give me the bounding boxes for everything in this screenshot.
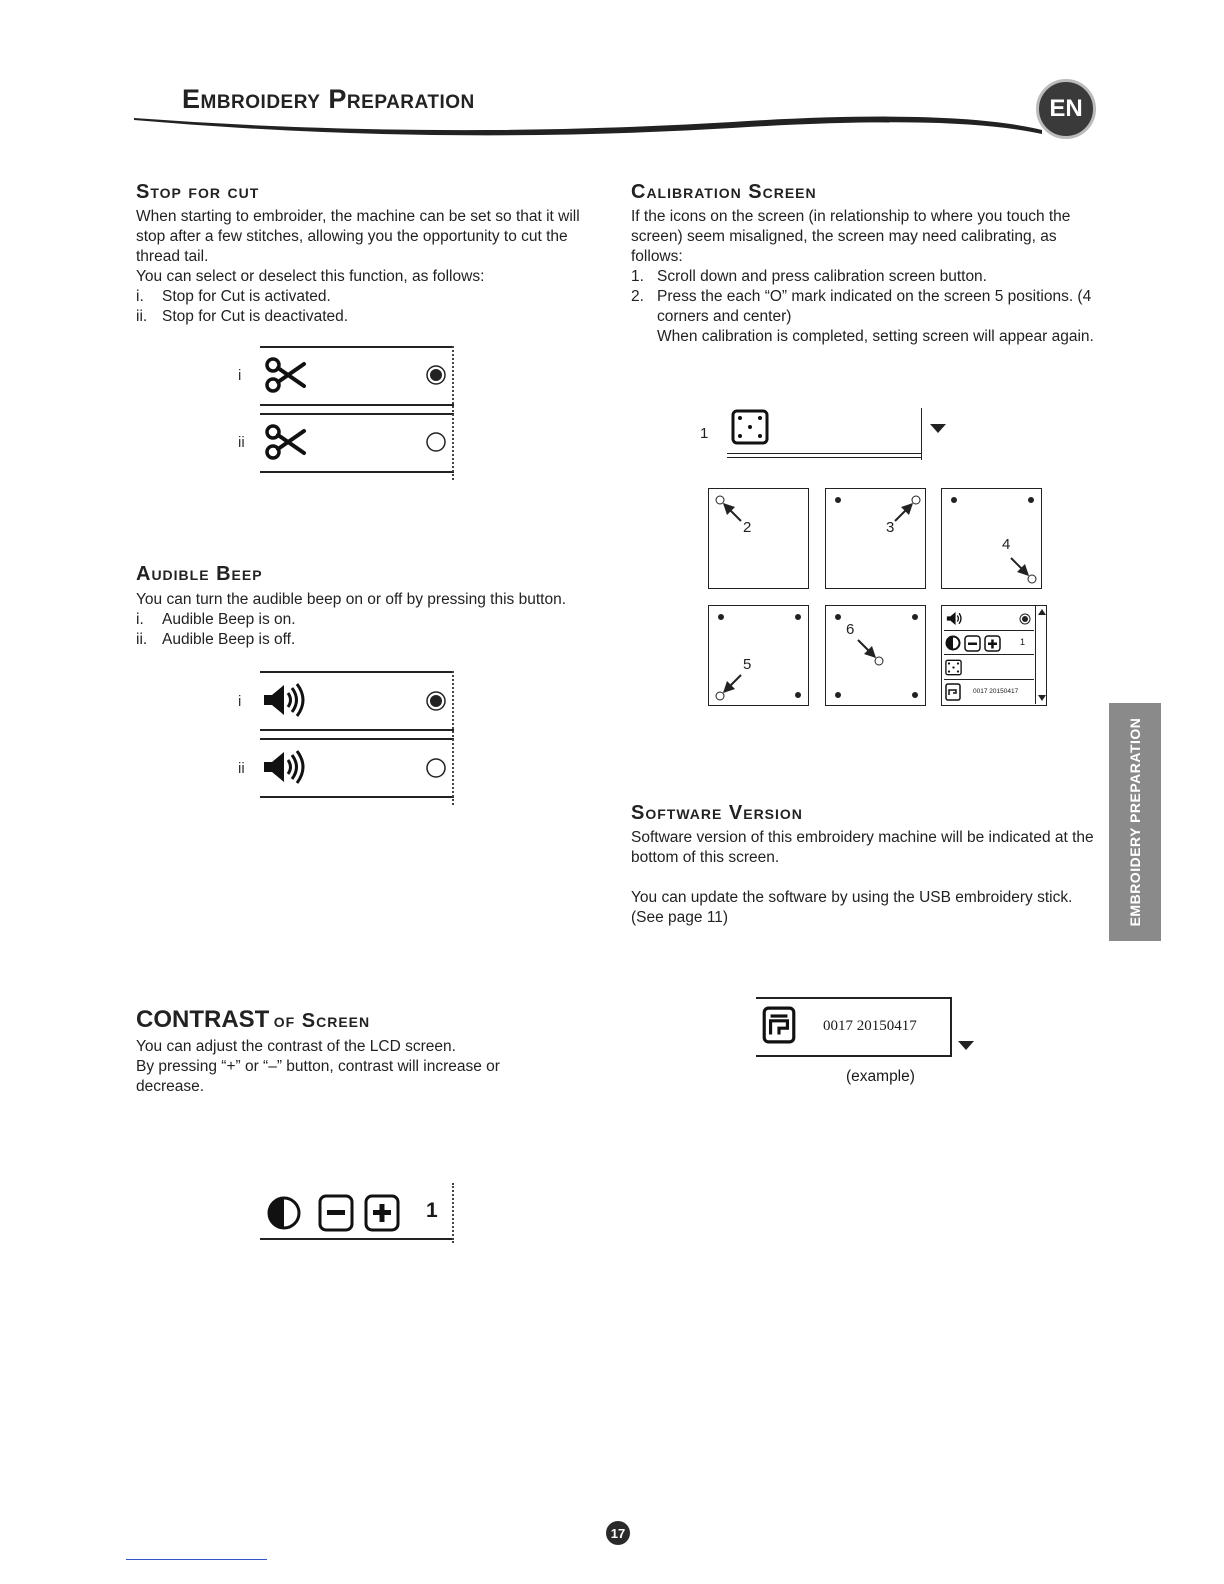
footer-rule <box>126 1559 267 1560</box>
calibration-box-3[interactable]: 3 <box>825 488 926 589</box>
target-arrow-icon <box>891 495 921 525</box>
calibration-box-4[interactable]: 4 <box>941 488 1042 589</box>
calibration-note: When calibration is completed, setting screen will appear again. <box>657 328 1094 345</box>
scroll-down-arrow-icon[interactable] <box>930 424 946 434</box>
radio-unselected[interactable] <box>425 757 447 779</box>
calibration-para: If the icons on the screen (in relationship to where you touch the screen) seem misaligned, the screen may need calibrating, as follows: <box>631 208 1071 265</box>
stop-for-cut-heading: Stop for cut <box>136 181 260 203</box>
stop-for-cut-text <box>136 207 611 327</box>
minus-button[interactable] <box>318 1194 354 1232</box>
example-caption: (example) <box>846 1068 915 1085</box>
page-number: 17 <box>606 1521 630 1545</box>
plus-button[interactable] <box>364 1194 400 1232</box>
contrast-para1: You can adjust the contrast of the LCD screen. <box>136 1038 456 1055</box>
contrast-text <box>136 1037 556 1097</box>
calibration-heading: Calibration Screen <box>631 181 817 203</box>
radio-selected[interactable] <box>425 364 447 386</box>
calibration-button[interactable] <box>731 409 769 445</box>
audible-beep-heading: Audible Beep <box>136 563 263 585</box>
contrast-controls-icon <box>945 634 1011 652</box>
stop-for-cut-para1: When starting to embroider, the machine can be set so that it will stop after a few stitches, allowing you the opportunity to cut the thread tail. <box>136 208 580 265</box>
target-arrow-icon <box>715 671 745 701</box>
calibration-text <box>631 207 1101 347</box>
radio-selected[interactable] <box>425 690 447 712</box>
list-item: ii. Audible Beep is off. <box>136 631 296 648</box>
mini-version: 0017 20150417 <box>973 688 1019 695</box>
mini-contrast-value: 1 <box>1020 637 1026 647</box>
radio-unselected[interactable] <box>425 431 447 453</box>
step-label: 1 <box>700 425 709 442</box>
target-arrow-icon <box>854 636 884 666</box>
stop-for-cut-para2: You can select or deselect this function, as follows: <box>136 268 485 285</box>
software-version-value: 0017 20150417 <box>823 1018 917 1034</box>
contrast-icon <box>266 1195 302 1231</box>
row-label: ii <box>238 434 245 451</box>
audible-beep-para: You can turn the audible beep on or off by pressing this button. <box>136 591 567 608</box>
speaker-icon <box>262 750 308 784</box>
scissors-icon <box>264 356 308 396</box>
machine-icon <box>945 683 961 701</box>
scroll-down-arrow-icon[interactable] <box>958 1041 974 1051</box>
calibration-icon <box>945 659 962 676</box>
list-item: 2. Press the each “O” mark indicated on the screen 5 positions. (4 corners and center) <box>631 288 1092 325</box>
header-swoosh <box>132 100 1052 140</box>
software-para3: (See page 11) <box>631 909 729 926</box>
list-item: i. Stop for Cut is activated. <box>136 288 331 305</box>
row-label: ii <box>238 760 245 777</box>
speaker-icon <box>946 611 966 626</box>
contrast-para2: By pressing “+” or “–” button, contrast will increase or decrease. <box>136 1058 500 1095</box>
software-para2: You can update the software by using the USB embroidery stick. <box>631 889 1073 906</box>
calibration-box-2[interactable]: 2 <box>708 488 809 589</box>
row-label: i <box>238 693 242 710</box>
machine-icon <box>762 1006 796 1044</box>
side-tab <box>1109 703 1161 941</box>
contrast-value: 1 <box>426 1199 438 1222</box>
list-item: 1. Scroll down and press calibration screen button. <box>631 268 987 285</box>
contrast-heading: CONTRAST of Screen <box>136 1006 371 1033</box>
list-item: i. Audible Beep is on. <box>136 611 296 628</box>
settings-screen-preview <box>941 605 1047 706</box>
calibration-box-6[interactable]: 6 <box>825 605 926 706</box>
audible-beep-text <box>136 590 611 650</box>
page-title: Embroidery Preparation <box>182 84 475 114</box>
language-badge: EN <box>1036 79 1096 139</box>
target-arrow-icon <box>715 495 745 525</box>
scissors-icon <box>264 423 308 463</box>
software-para1: Software version of this embroidery machine will be indicated at the bottom of this screen. <box>631 829 1094 866</box>
calibration-box-5[interactable]: 5 <box>708 605 809 706</box>
software-heading: Software Version <box>631 802 803 824</box>
list-item: ii. Stop for Cut is deactivated. <box>136 308 349 325</box>
target-arrow-icon <box>1007 554 1037 584</box>
software-text <box>631 828 1101 928</box>
row-label: i <box>238 367 242 384</box>
speaker-icon <box>262 683 308 717</box>
radio-selected <box>1019 613 1031 625</box>
mini-scrollbar <box>1035 606 1047 704</box>
side-tab-label: EMBROIDERY PREPARATION <box>1127 717 1143 927</box>
